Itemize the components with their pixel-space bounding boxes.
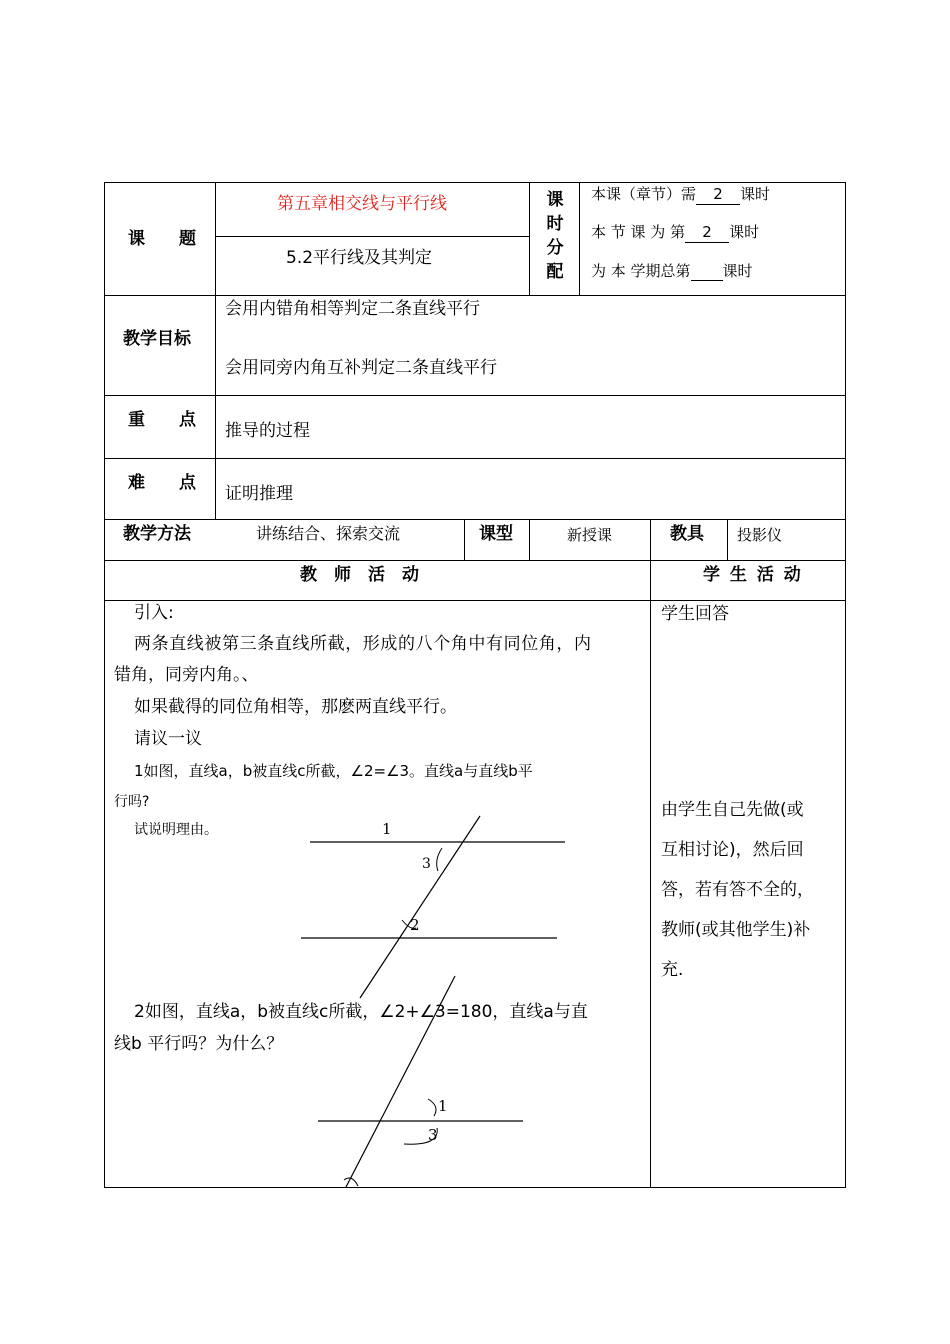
key-point-label: 重 点 — [128, 410, 196, 430]
student-instruction-line: 充. — [661, 960, 684, 980]
allocation-line-2: 本 节 课 为 第 2 课时 — [591, 223, 760, 241]
figure-2-label: 1 — [438, 1097, 448, 1115]
row-divider — [104, 560, 846, 561]
figure-1-label: 3 — [422, 856, 431, 872]
key-point-value: 推导的过程 — [225, 421, 310, 441]
col-divider — [464, 519, 465, 560]
col-divider — [727, 519, 728, 560]
col-divider — [215, 182, 216, 519]
question-1-line: 试说明理由。 — [134, 822, 218, 838]
section-title: 5.2平行线及其判定 — [286, 248, 433, 268]
table-border-left — [104, 182, 105, 1188]
topic-label: 课 题 — [128, 229, 196, 249]
table-border-right — [845, 182, 846, 1188]
figure-2 — [300, 966, 540, 1187]
question-1-line: 行吗? — [114, 794, 150, 810]
type-value: 新授课 — [567, 526, 613, 544]
question-2-line: 线b 平行吗？为什么？ — [114, 1034, 284, 1054]
col-divider — [529, 182, 530, 295]
student-activity-header: 学 生 活 动 — [703, 565, 803, 585]
paragraph-line: 错角，同旁内角。、 — [114, 665, 259, 685]
col-divider — [650, 519, 651, 1188]
figure-1-label: 2 — [410, 916, 420, 934]
student-instruction-block — [661, 790, 814, 990]
goal-item: 会用同旁内角互补判定二条直线平行 — [225, 358, 497, 378]
paragraph-line: 请议一议 — [134, 729, 202, 749]
difficulty-value: 证明推理 — [225, 484, 293, 504]
student-instruction-line: 由学生自己先做(或 — [661, 800, 804, 820]
row-divider — [215, 236, 529, 237]
allocation-label: 课 时 分 配 — [546, 190, 564, 282]
tool-label: 教具 — [670, 524, 704, 544]
col-divider — [579, 182, 580, 295]
allocation-value-3 — [691, 262, 723, 281]
paragraph-line: 两条直线被第三条直线所截，形成的八个角中有同位角，内 — [134, 634, 592, 654]
teacher-activity-header: 教 师 活 动 — [300, 565, 419, 585]
student-instruction-line: 答，若有答不全的， — [661, 880, 814, 900]
method-value: 讲练结合、探索交流 — [256, 524, 401, 543]
student-instruction-line: 教师(或其他学生)补 — [661, 920, 811, 940]
method-label: 教学方法 — [123, 524, 191, 544]
difficulty-label: 难 点 — [128, 473, 196, 493]
intro-text: 引入: — [134, 603, 174, 623]
allocation-value-1: 2 — [696, 184, 740, 205]
question-2-line: 2如图，直线a，b被直线c所截，∠2+∠3=180，直线a与直 — [134, 1002, 588, 1022]
student-instruction-line: 互相讨论)，然后回 — [661, 840, 804, 860]
type-label: 课型 — [479, 524, 513, 544]
allocation-line-1: 本课（章节）需 2 课时 — [591, 185, 771, 203]
figure-2-label: 3 — [428, 1126, 438, 1144]
row-divider — [104, 600, 846, 601]
chapter-title: 第五章相交线与平行线 — [277, 194, 447, 214]
goal-item: 会用内错角相等判定二条直线平行 — [225, 299, 480, 319]
allocation-line-3: 为 本 学期总第 课时 — [591, 262, 753, 280]
student-answer-text: 学生回答 — [661, 604, 729, 624]
question-1-line: 1如图，直线a，b被直线c所截，∠2=∠3。直线a与直线b平 — [134, 762, 533, 780]
tool-value: 投影仪 — [737, 526, 783, 544]
allocation-value-2: 2 — [685, 222, 729, 243]
table-border-bottom — [104, 1187, 846, 1188]
paragraph-line: 如果截得的同位角相等，那麽两直线平行。 — [134, 697, 457, 717]
figure-1-label: 1 — [382, 820, 392, 838]
goals-label: 教学目标 — [123, 329, 191, 349]
row-divider — [104, 519, 846, 520]
col-divider — [529, 519, 530, 560]
